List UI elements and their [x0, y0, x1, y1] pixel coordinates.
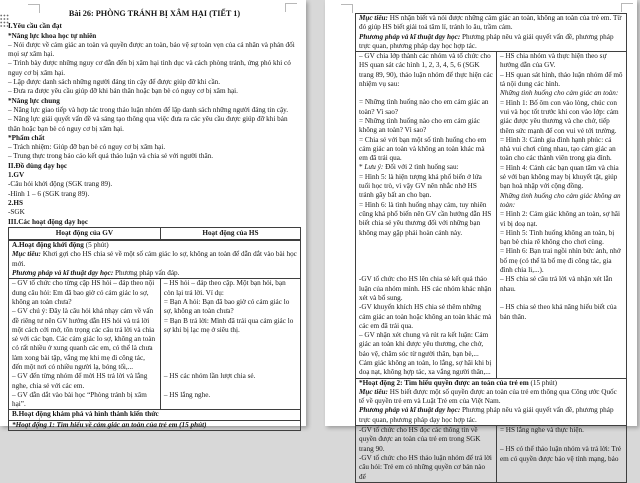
- paragraph: = Những tình huống nào cho em cảm giác không an toàn? Vì sao?: [359, 116, 480, 135]
- table-row: [9, 391, 300, 410]
- table-row-span: [356, 14, 626, 52]
- paragraph: A.Hoạt động khởi động (5 phút): [12, 241, 109, 250]
- paragraph: – Trung thực trong báo cáo kết quả thảo luận và chia sẻ với người thân.: [8, 152, 214, 161]
- gv-cell: [9, 372, 161, 391]
- paragraph: – HS lắng nghe.: [163, 390, 211, 399]
- paragraph: – GV tổ chức cho từng cặp HS hỏi – đáp theo nội dung câu hỏi: Em đã bao giờ có cảm giác lo sợ, không an toàn chưa?: [12, 279, 155, 306]
- paragraph: -Câu hỏi khởi động (SGK trang 89).: [8, 180, 113, 189]
- gv-cell: [356, 303, 497, 331]
- paragraph: – Nói được về cảm giác an toàn và quyền được an toàn, bảo vệ sự toàn vẹn của cá nhân và phản đối mọi sự xâm hại.: [8, 40, 295, 59]
- hs-cell: [161, 279, 300, 372]
- paragraph: -GV tổ chức cho HS đọc các thông tin về quyền được an toàn của trẻ em trong SGK trang 90.: [359, 426, 481, 453]
- paragraph: -GV tổ chức cho HS thảo luận nhóm để trả lời câu hỏi: Trẻ em có những quyền cơ bản nào để: [359, 453, 492, 481]
- dots-grid-icon: [0, 14, 9, 28]
- page-2-content: [355, 13, 627, 483]
- hs-cell: [497, 52, 626, 275]
- hs-cell: [161, 372, 300, 391]
- paragraph: 2.HS: [8, 198, 23, 207]
- table-row-span: [9, 240, 300, 279]
- hs-cell: [497, 331, 626, 377]
- paragraph: – HS có thể thảo luận nhóm và trả lời: Trẻ em có quyền được bảo vệ tính mạng, bảo: [499, 445, 622, 463]
- paragraph: = Bạn A hỏi: Bạn đã bao giờ có cảm giác lo sợ, không an toàn chưa?: [163, 297, 290, 316]
- paragraph: II.Đồ dùng dạy học: [8, 161, 68, 170]
- gv-cell: [356, 275, 497, 303]
- intro-paragraphs: [8, 22, 301, 227]
- table-row: [9, 372, 300, 391]
- gv-cell: [356, 426, 497, 482]
- column-header: Hoạt động của GV: [9, 228, 161, 239]
- paragraph: *Phẩm chất: [8, 133, 45, 142]
- paragraph: – HS chia sẻ theo khả năng hiểu biết của bản thân.: [499, 303, 617, 321]
- paragraph: Những tình huống cho cảm giác an toàn:: [499, 89, 619, 98]
- paragraph: = Hình 5: Tình huống không an toàn, bị bạn bè chia rẽ không cho chơi cùng.: [499, 228, 615, 247]
- paragraph: = Bạn B trả lời: Mình đã trải qua cảm giác lo sợ khi bị lạc mẹ ở siêu thị.: [163, 316, 294, 334]
- paragraph: Những tình huống cho cảm giác không an toàn:: [499, 191, 621, 209]
- table-row: [356, 52, 626, 275]
- paragraph: = Hình 6: Bạn trai ngồi nhìn bức ảnh, nhớ bố mẹ (có thể là bố mẹ đi công tác, gia đình chia li,...).: [499, 247, 621, 275]
- hs-cell: [497, 426, 626, 482]
- paragraph: Mục tiêu: Khơi gợi cho HS chia sẻ về một số cảm giác lo sợ, không an toàn để dẫn dắt vào bài học mới.: [12, 250, 297, 268]
- paragraph: = Chia sẻ với bạn một số tình huống cho em cảm giác an toàn và không an toàn khác mà em đã trải qua.: [359, 135, 487, 163]
- column-header: Hoạt động của HS: [202, 228, 259, 237]
- paragraph: – GV chú ý: Đây là câu hỏi khá nhạy cảm về vấn đề riêng tư nên GV hướng dẫn HS hỏi và trả lời một cách cởi mở, tôn trọng các câu trả lời và chia sẻ với các bạn. Các cảm giác lo sợ, không an toàn có rất nhiều ở xung quanh các em, có thể là chưa làm xong bài tập, vắng mẹ khi mẹ đi công tác, đến một nơi có nhiều người lạ, bóng tối,...: [12, 307, 156, 371]
- crop-mark-top-left: [341, 4, 353, 13]
- activity-table-page-1: [8, 227, 301, 431]
- paragraph: Mục tiêu: HS biết được một số quyền được an toàn của trẻ em thông qua Công ước Quốc tế về quyền trẻ em và Luật Trẻ em của Việt Nam.: [359, 387, 617, 406]
- paragraph: – HS hỏi – đáp theo cặp. Một bạn hỏi, bạn còn lại trả lời. Ví dụ:: [163, 279, 286, 297]
- activity-table-page-2: [355, 13, 627, 483]
- paragraph: Mục tiêu: HS nhận biết và nói được những cảm giác an toàn, không an toàn của trẻ em. Từ đó giúp HS biết giải toả tâm lí, tránh lo âu, trầm cảm.: [359, 14, 622, 32]
- drag-handle-icon[interactable]: [0, 14, 9, 28]
- paragraph: *Năng lực khoa học tự nhiên: [8, 31, 97, 40]
- table-row-span: [9, 409, 300, 420]
- paragraph: – HS quan sát hình, thảo luận nhóm để mô tả nội dung các hình.: [499, 70, 623, 89]
- paragraph: = Hình 2: Cảm giác không an toàn, sợ hãi vì bị doạ nạt.: [499, 210, 620, 228]
- paragraph: – HS chia nhóm và thực hiện theo sự hướng dẫn của GV.: [499, 52, 607, 70]
- paragraph: * Lưu ý: Đối với 2 tình huống sau:: [359, 163, 459, 172]
- paragraph: – Năng lực giải quyết vấn đề và sáng tạo thông qua việc đưa ra các yêu cầu được giúp đỡ khi bản thân hoặc bạn bè có nguy cơ bị xâm hại.: [8, 115, 288, 133]
- paragraph: III.Các hoạt động dạy học: [8, 217, 89, 226]
- paragraph: -Hình 1 – 6 (SGK trang 89).: [8, 189, 90, 198]
- table-row: [356, 426, 626, 482]
- paragraph: = Hình 4: Cảnh các bạn quan tâm và chia sẻ với bạn không may bị khuyết tật, giúp bạn hoà nhập với cộng đồng.: [499, 163, 619, 191]
- table-row-span: [9, 421, 300, 430]
- table-header-row: [9, 228, 300, 240]
- paragraph: = Hình 5: là hiện tượng khá phổ biến ở lứa tuổi học trò, vì vậy GV nên nhắc nhở HS tránh gây bất an cho bạn.: [359, 172, 482, 200]
- paragraph: – GV dẫn dắt vào bài học “Phòng tránh bị xâm hại”.: [12, 390, 147, 409]
- crop-mark-top-right: [621, 3, 633, 12]
- paragraph: – HS các nhóm lần lượt chia sẻ.: [163, 372, 256, 381]
- paragraph: – Năng lực giao tiếp và hợp tác trong thảo luận nhóm để lập danh sách những người đáng tin cậy.: [8, 105, 289, 114]
- table-row: [356, 303, 626, 331]
- paragraph: 1.GV: [8, 171, 25, 180]
- paragraph: = Hình 3: Cảnh gia đình hạnh phúc: cả nhà vui chơi cùng nhau, tạo cảm giác an toàn cho các thành viên trong gia đình.: [499, 135, 616, 163]
- gv-cell: [9, 391, 161, 410]
- paragraph: -GV khuyến khích HS chia sẻ thêm những cảm giác an toàn hoặc không an toàn khác mà các em đã trải qua.: [359, 303, 492, 330]
- paragraph: Phương pháp và kĩ thuật dạy học: Phương pháp nêu và giải quyết vấn đề, phương pháp trực quan, phương pháp dạy học hợp tác.: [359, 32, 614, 50]
- paragraph: I.Yêu cầu cần đạt: [8, 22, 62, 31]
- paragraph: – GV chia lớp thành các nhóm và tổ chức cho HS quan sát các hình 1, 2, 3, 4, 5, 6 (SGK trang 89, 90), thảo luận nhóm để thực hiện các nhiệm vụ sau:: [359, 52, 493, 89]
- paragraph: -SGK: [8, 208, 25, 217]
- paragraph: – HS chia sẻ câu trả lời và nhận xét lẫn nhau.: [499, 275, 613, 293]
- document-page-1: [0, 0, 306, 429]
- hs-cell: [497, 275, 626, 303]
- paragraph: = HS lắng nghe và thực hiện.: [499, 426, 584, 435]
- hs-cell: [161, 391, 300, 410]
- paragraph: – GV đến từng nhóm để mời HS trả lời và lắng nghe, chia sẻ với các em.: [12, 372, 148, 390]
- lesson-title: Bài 26: PHÒNG TRÁNH BỊ XÂM HẠI (TIẾT 1): [68, 9, 241, 18]
- paragraph: = Những tình huống nào cho em cảm giác an toàn? Vì sao?: [359, 98, 489, 116]
- paragraph: = Hình 6: là tình huống nhạy cảm, tuy nhiên cũng khá phổ biến nên GV cần hướng dẫn HS biết chia sẻ yêu thương đối với những bạn không may gặp phải hoàn cảnh này.: [359, 200, 492, 237]
- paragraph: – Lập được danh sách những người đáng tin cậy để được giúp đỡ khi cần.: [8, 78, 221, 87]
- document-page-2: [325, 0, 637, 481]
- page-1-content: [8, 9, 301, 431]
- paragraph: *Hoạt động 1: Tìm hiểu về cảm giác an toàn của trẻ em (15 phút): [12, 420, 207, 429]
- paragraph: B.Hoạt động khám phá và hình thành kiến thức: [12, 410, 159, 419]
- gv-cell: [356, 52, 497, 275]
- hs-cell: [497, 303, 626, 331]
- table-row-span: [356, 378, 626, 426]
- table-row: [9, 279, 300, 372]
- paragraph: – Trách nhiệm: Giúp đỡ bạn bè có nguy cơ bị xâm hại.: [8, 143, 166, 152]
- gv-cell: [9, 279, 161, 372]
- paragraph: *Năng lực chung: [8, 96, 60, 105]
- paragraph: Phương pháp và kĩ thuật dạy học: Phương pháp vấn đáp.: [12, 269, 180, 278]
- table-row: [356, 331, 626, 377]
- gv-cell: [356, 331, 497, 377]
- paragraph: *Hoạt động 2: Tìm hiểu quyền được an toàn của trẻ em (15 phút): [359, 378, 558, 387]
- paragraph: = Hình 1: Bố ôm con vào lòng, chúc con vui và học tốt trước khi con vào lớp: cảm giác được yêu thương và che chở, tiếp thêm sức mạnh để con vui vẻ tới trường.: [499, 98, 619, 135]
- paragraph: – Trình bày được những nguy cơ dẫn đến bị xâm hại tình dục và cách phòng tránh, ứng phó khi có nguy cơ bị xâm hại.: [8, 59, 291, 77]
- paragraph: Phương pháp và kĩ thuật dạy học: Phương pháp nêu và giải quyết vấn đề, phương pháp trực quan, phương pháp dạy học hợp tác.: [359, 406, 614, 424]
- table-row: [356, 275, 626, 303]
- paragraph: – Đưa ra được yêu cầu giúp đỡ khi bản thân hoặc bạn bè có nguy cơ bị xâm hại.: [8, 87, 238, 96]
- paragraph: -GV tổ chức cho HS lên chia sẻ kết quả thảo luận của nhóm mình. HS các nhóm khác nhận xét và bổ sung.: [359, 275, 492, 302]
- paragraph: – GV nhận xét chung và rút ra kết luận: Cảm giác an toàn khi được yêu thương, che chở, bảo vệ, chăm sóc từ người thân, bạn bè,... Cảm giác không an toàn, lo lắng, sợ hãi khi bị doạ nạt, không hợp tác, xa vắng người thân,...: [359, 331, 492, 377]
